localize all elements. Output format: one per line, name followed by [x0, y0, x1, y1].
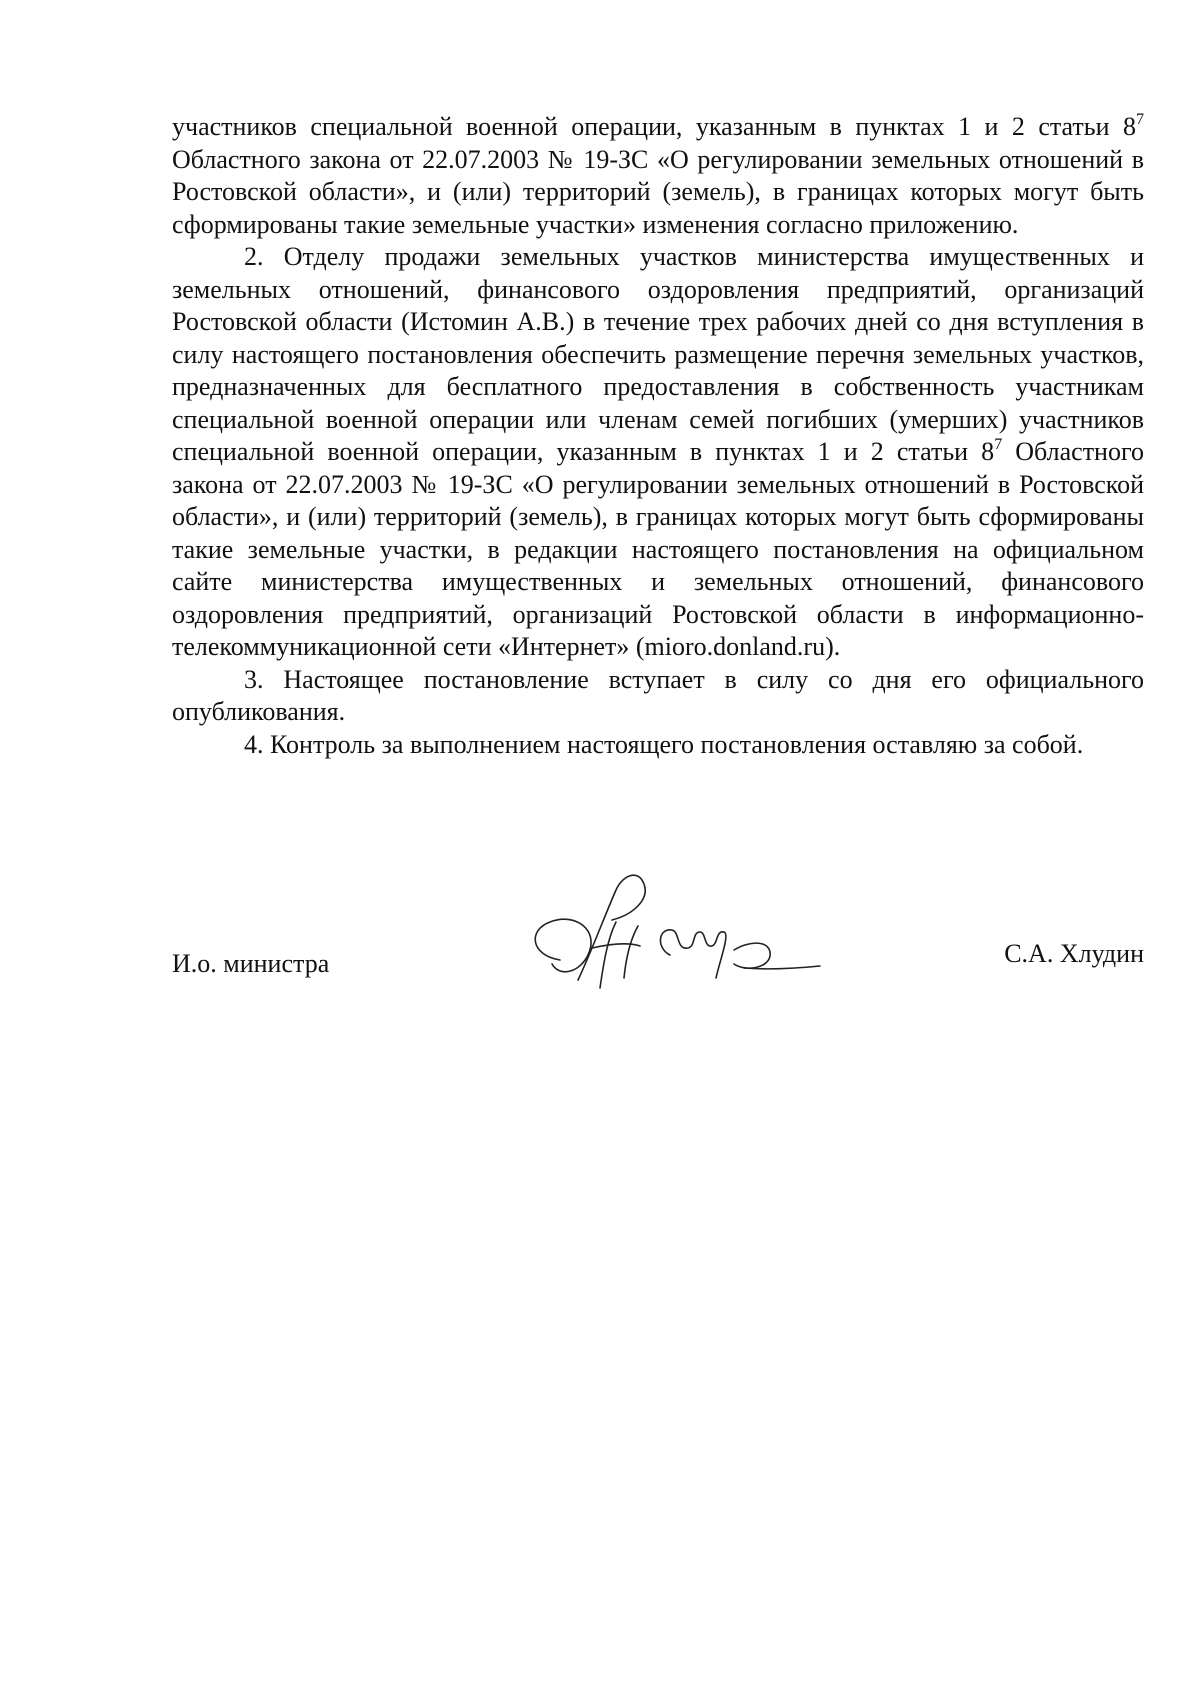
paragraph-text: 2. Отделу продажи земельных участков министерства имущественных и земельных отношений, финансового оздоровления предприятий, организаций Ростовской области (Истомин А.В.) в течение трех рабочих дней со дня вступления в силу настоящего постановления обеспечить размещение перечня земельных участков, предназначенных для бесплатного предоставления в собственность участникам специальной военной операции или членам семей погибших (умерших) участников специальной военной операции, указанным в пунктах 1 и 2 статьи 8 [172, 242, 1144, 466]
paragraph-text: 4. Контроль за выполнением настоящего постановления оставляю за собой. [244, 729, 1084, 759]
paragraph-text: участников специальной военной операции, указанным в пунктах 1 и 2 статьи 8 [172, 112, 1136, 141]
document-body [172, 111, 1144, 761]
signatory-name: С.А. Хлудин [1004, 939, 1144, 968]
superscript: 7 [994, 436, 1003, 453]
paragraph-text: Областного закона от 22.07.2003 № 19-ЗС «О регулировании земельных отношений в Ростовской области», и (или) территорий (земель), в границах которых могут быть сформированы такие земельные участки, в редакции настоящего постановления на официальном сайте министерства имущественных и земельных отношений, финансового оздоровления предприятий, организаций Ростовской области в информационно-телекоммуникационной сети «Интернет» (mioro.donland.ru). [172, 437, 1144, 661]
signatory-title: И.о. министра [172, 949, 330, 978]
paragraph-text: Областного закона от 22.07.2003 № 19-ЗС «О регулировании земельных отношений в Ростовской области», и (или) территорий (земель), в границах которых могут быть сформированы такие земельные участки» изменения согласно приложению. [172, 144, 1144, 239]
paragraph-text: 3. Настоящее постановление вступает в силу со дня его официального опубликования. [172, 664, 1144, 726]
paragraph-p2 [172, 241, 1144, 664]
paragraph-p4 [172, 729, 1144, 762]
superscript: 7 [1136, 111, 1144, 128]
paragraph-p1-cont [172, 111, 1144, 241]
signature-block [172, 939, 1144, 988]
paragraph-p3 [172, 664, 1144, 729]
